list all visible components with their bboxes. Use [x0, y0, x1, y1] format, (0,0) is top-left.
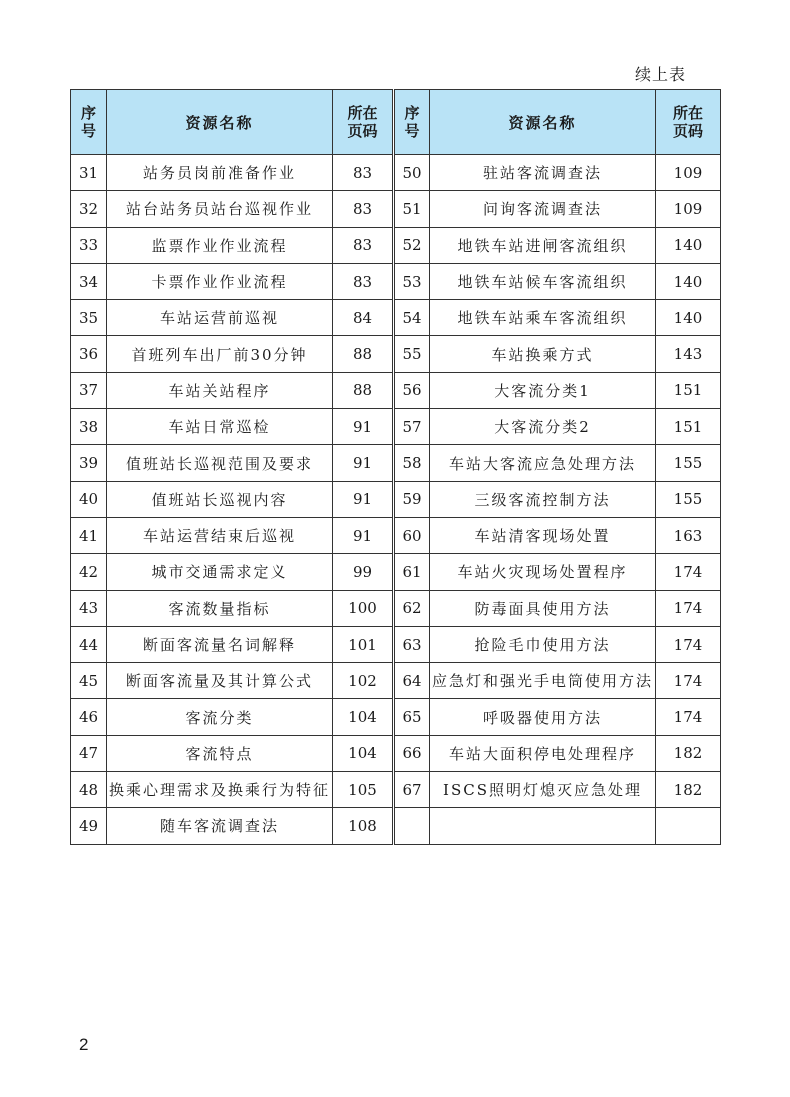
left-page-cell: 83	[333, 155, 394, 191]
right-name-cell: 车站换乘方式	[430, 336, 656, 372]
right-page-cell	[656, 808, 721, 844]
table-row	[71, 772, 721, 808]
right-seq-cell: 67	[394, 772, 430, 808]
left-seq-cell: 32	[71, 191, 107, 227]
right-seq-cell: 53	[394, 263, 430, 299]
left-page-cell: 104	[333, 735, 394, 771]
right-seq-cell: 59	[394, 481, 430, 517]
right-name-cell: 抢险毛巾使用方法	[430, 626, 656, 662]
right-seq-cell	[394, 808, 430, 844]
table-row	[71, 590, 721, 626]
right-name-cell: 呼吸器使用方法	[430, 699, 656, 735]
table-body	[71, 155, 721, 845]
left-name-cell: 车站关站程序	[107, 372, 333, 408]
left-name-cell: 值班站长巡视范围及要求	[107, 445, 333, 481]
header-name-right: 资源名称	[430, 90, 656, 155]
left-page-cell: 108	[333, 808, 394, 844]
left-seq-cell: 48	[71, 772, 107, 808]
left-name-cell: 卡票作业作业流程	[107, 263, 333, 299]
left-name-cell: 断面客流量名词解释	[107, 626, 333, 662]
table-row	[71, 227, 721, 263]
left-seq-cell: 44	[71, 626, 107, 662]
right-name-cell: 应急灯和强光手电筒使用方法	[430, 663, 656, 699]
left-name-cell: 站台站务员站台巡视作业	[107, 191, 333, 227]
header-page-right: 所在页码	[656, 90, 721, 155]
right-page-cell: 163	[656, 517, 721, 553]
left-page-cell: 104	[333, 699, 394, 735]
right-page-cell: 140	[656, 227, 721, 263]
left-page-cell: 101	[333, 626, 394, 662]
right-page-cell: 151	[656, 372, 721, 408]
left-seq-cell: 36	[71, 336, 107, 372]
left-page-cell: 83	[333, 263, 394, 299]
header-name-left: 资源名称	[107, 90, 333, 155]
right-seq-cell: 51	[394, 191, 430, 227]
left-seq-cell: 38	[71, 409, 107, 445]
right-name-cell: ISCS照明灯熄灭应急处理	[430, 772, 656, 808]
right-name-cell: 地铁车站乘车客流组织	[430, 300, 656, 336]
right-page-cell: 140	[656, 300, 721, 336]
left-name-cell: 断面客流量及其计算公式	[107, 663, 333, 699]
right-seq-cell: 66	[394, 735, 430, 771]
right-seq-cell: 61	[394, 554, 430, 590]
right-name-cell: 车站火灾现场处置程序	[430, 554, 656, 590]
right-page-cell: 174	[656, 590, 721, 626]
left-name-cell: 值班站长巡视内容	[107, 481, 333, 517]
left-seq-cell: 46	[71, 699, 107, 735]
right-page-cell: 109	[656, 155, 721, 191]
right-seq-cell: 58	[394, 445, 430, 481]
left-page-cell: 91	[333, 445, 394, 481]
left-seq-cell: 47	[71, 735, 107, 771]
right-name-cell: 三级客流控制方法	[430, 481, 656, 517]
left-page-cell: 100	[333, 590, 394, 626]
table-row	[71, 735, 721, 771]
right-name-cell: 问询客流调查法	[430, 191, 656, 227]
header-page-left: 所在页码	[333, 90, 394, 155]
right-name-cell: 车站大面积停电处理程序	[430, 735, 656, 771]
table-row	[71, 300, 721, 336]
right-seq-cell: 54	[394, 300, 430, 336]
left-page-cell: 105	[333, 772, 394, 808]
left-page-cell: 99	[333, 554, 394, 590]
left-page-cell: 91	[333, 409, 394, 445]
header-seq-left: 序号	[71, 90, 107, 155]
right-page-cell: 140	[656, 263, 721, 299]
left-seq-cell: 40	[71, 481, 107, 517]
left-name-cell: 城市交通需求定义	[107, 554, 333, 590]
right-page-cell: 151	[656, 409, 721, 445]
continued-label: 续上表	[634, 65, 686, 84]
left-seq-cell: 34	[71, 263, 107, 299]
left-name-cell: 车站日常巡检	[107, 409, 333, 445]
table-row	[71, 626, 721, 662]
header-seq-right: 序号	[394, 90, 430, 155]
right-name-cell: 车站大客流应急处理方法	[430, 445, 656, 481]
table-row	[71, 517, 721, 553]
left-name-cell: 车站运营前巡视	[107, 300, 333, 336]
right-seq-cell: 63	[394, 626, 430, 662]
right-seq-cell: 62	[394, 590, 430, 626]
table-row	[71, 699, 721, 735]
left-page-cell: 83	[333, 191, 394, 227]
right-seq-cell: 60	[394, 517, 430, 553]
left-seq-cell: 49	[71, 808, 107, 844]
right-name-cell: 地铁车站进闸客流组织	[430, 227, 656, 263]
left-seq-cell: 31	[71, 155, 107, 191]
table-row	[71, 445, 721, 481]
left-name-cell: 站务员岗前准备作业	[107, 155, 333, 191]
table-row	[71, 336, 721, 372]
left-name-cell: 客流数量指标	[107, 590, 333, 626]
left-seq-cell: 42	[71, 554, 107, 590]
right-page-cell: 174	[656, 626, 721, 662]
header-row	[71, 90, 721, 155]
right-page-cell: 182	[656, 772, 721, 808]
right-seq-cell: 64	[394, 663, 430, 699]
left-seq-cell: 45	[71, 663, 107, 699]
right-page-cell: 174	[656, 663, 721, 699]
table-row	[71, 409, 721, 445]
left-page-cell: 83	[333, 227, 394, 263]
left-page-cell: 84	[333, 300, 394, 336]
right-page-cell: 182	[656, 735, 721, 771]
page-number: 2	[79, 1035, 89, 1054]
resource-table	[70, 89, 721, 845]
table-row	[71, 191, 721, 227]
right-page-cell: 155	[656, 445, 721, 481]
right-name-cell: 大客流分类1	[430, 372, 656, 408]
left-page-cell: 91	[333, 517, 394, 553]
right-seq-cell: 55	[394, 336, 430, 372]
right-seq-cell: 65	[394, 699, 430, 735]
left-name-cell: 客流分类	[107, 699, 333, 735]
left-page-cell: 88	[333, 336, 394, 372]
left-seq-cell: 39	[71, 445, 107, 481]
right-name-cell: 地铁车站候车客流组织	[430, 263, 656, 299]
right-name-cell: 车站清客现场处置	[430, 517, 656, 553]
right-page-cell: 174	[656, 699, 721, 735]
table-row	[71, 263, 721, 299]
right-name-cell: 大客流分类2	[430, 409, 656, 445]
left-seq-cell: 43	[71, 590, 107, 626]
right-name-cell: 防毒面具使用方法	[430, 590, 656, 626]
left-name-cell: 客流特点	[107, 735, 333, 771]
right-page-cell: 143	[656, 336, 721, 372]
left-page-cell: 91	[333, 481, 394, 517]
right-name-cell	[430, 808, 656, 844]
left-seq-cell: 35	[71, 300, 107, 336]
left-page-cell: 102	[333, 663, 394, 699]
left-page-cell: 88	[333, 372, 394, 408]
right-seq-cell: 52	[394, 227, 430, 263]
left-name-cell: 随车客流调查法	[107, 808, 333, 844]
table-row	[71, 663, 721, 699]
right-page-cell: 155	[656, 481, 721, 517]
table-row	[71, 808, 721, 844]
left-seq-cell: 33	[71, 227, 107, 263]
table-row	[71, 372, 721, 408]
left-name-cell: 监票作业作业流程	[107, 227, 333, 263]
left-name-cell: 换乘心理需求及换乘行为特征	[107, 772, 333, 808]
right-seq-cell: 50	[394, 155, 430, 191]
left-seq-cell: 41	[71, 517, 107, 553]
left-name-cell: 首班列车出厂前30分钟	[107, 336, 333, 372]
table-row	[71, 155, 721, 191]
table-row	[71, 554, 721, 590]
right-page-cell: 174	[656, 554, 721, 590]
right-name-cell: 驻站客流调查法	[430, 155, 656, 191]
right-seq-cell: 57	[394, 409, 430, 445]
table-row	[71, 481, 721, 517]
right-seq-cell: 56	[394, 372, 430, 408]
right-page-cell: 109	[656, 191, 721, 227]
left-seq-cell: 37	[71, 372, 107, 408]
left-name-cell: 车站运营结束后巡视	[107, 517, 333, 553]
